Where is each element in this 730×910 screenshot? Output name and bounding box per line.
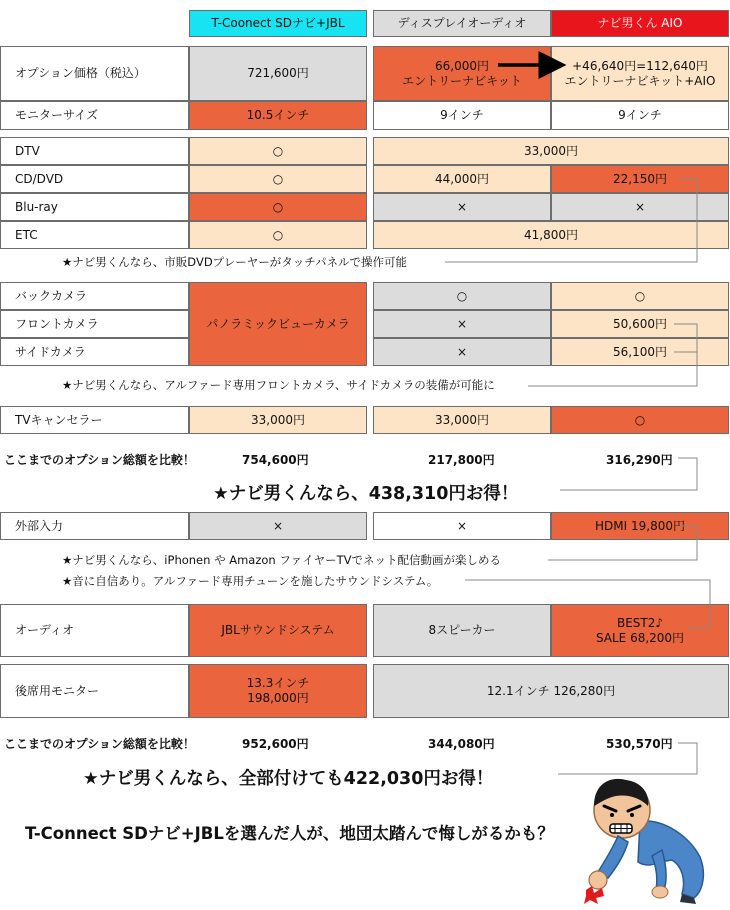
totals1-c1: 754,600円 (242, 453, 309, 467)
cell-dtv-c23: 33,000円 (373, 137, 729, 165)
cell-monitor-c3: 9インチ (551, 101, 729, 130)
cell-tv-canceller-c1: 33,000円 (189, 406, 367, 434)
label-audio: オーディオ (0, 604, 189, 657)
label-option-price: オプション価格（税込） (0, 46, 189, 101)
totals2-c3: 530,570円 (606, 737, 673, 751)
cell-side-camera-c2: × (373, 338, 551, 366)
label-bluray: Blu-ray (0, 193, 189, 221)
label-cddvd: CD/DVD (0, 165, 189, 193)
audio-c3-sale: SALE 68,200円 (595, 630, 685, 645)
cell-dtv-c1: ○ (189, 137, 367, 165)
cell-external-input-c2: × (373, 512, 551, 540)
label-side-camera: サイドカメラ (0, 338, 189, 366)
note-dvd: ★ナビ男くんなら、市販DVDプレーヤーがタッチパネルで操作可能 (62, 255, 408, 269)
label-front-camera: フロントカメラ (0, 310, 189, 338)
highlight1: ★ナビ男くんなら、438,310円お得！ (213, 484, 519, 504)
cell-etc-c23: 41,800円 (373, 221, 729, 249)
highlight2: ★ナビ男くんなら、全部付けても422,030円お得！ (83, 769, 494, 789)
audio-c3-best: BEST2♪ (616, 615, 664, 630)
totals1-c3: 316,290円 (606, 453, 673, 467)
header-tconnect: T-Coonect SDナビ+JBL (189, 10, 367, 37)
label-monitor-size: モニターサイズ (0, 101, 189, 130)
cell-audio-c2: 8スピーカー (373, 604, 551, 657)
cell-audio-c1: JBLサウンドシステム (189, 604, 367, 657)
option-price-c2-price: 66,000円 (435, 58, 489, 73)
cell-back-camera-c3: ○ (551, 282, 729, 310)
cell-side-camera-c3: 56,100円 (551, 338, 729, 366)
label-dtv: DTV (0, 137, 189, 165)
cell-option-price-c2 (373, 46, 551, 101)
cell-monitor-c2: 9インチ (373, 101, 551, 130)
label-external-input: 外部入力 (0, 512, 189, 540)
note-camera: ★ナビ男くんなら、アルファード専用フロントカメラ、サイドカメラの装備が可能に (62, 378, 495, 392)
frustrated-man-illustration (582, 762, 722, 907)
cell-front-camera-c3: 50,600円 (551, 310, 729, 338)
label-back-camera: バックカメラ (0, 282, 189, 310)
cell-option-price-c1: 721,600円 (189, 46, 367, 101)
cell-cddvd-c2: 44,000円 (373, 165, 551, 193)
cell-bluray-c3: × (551, 193, 729, 221)
label-rear-monitor: 後席用モニター (0, 664, 189, 718)
totals1-label: ここまでのオプション総額を比較！ (4, 453, 195, 467)
totals1-c2: 217,800円 (428, 453, 495, 467)
cell-bluray-c1: ○ (189, 193, 367, 221)
note-sound: ★音に自信あり。アルファード専用チューンを施したサウンドシステム。 (62, 574, 439, 588)
rear-monitor-c1-price: 198,000円 (247, 691, 309, 705)
cell-rear-monitor-c23: 12.1インチ 126,280円 (373, 664, 729, 718)
cell-camera-c1: パノラミックビューカメラ (189, 282, 367, 366)
cell-back-camera-c2: ○ (373, 282, 551, 310)
note-iphone: ★ナビ男くんなら、iPhonen や Amazon ファイヤーTVでネット配信動画が楽しめる (62, 553, 502, 567)
option-price-c2-kit: エントリーナビキット (402, 73, 522, 88)
cell-rear-monitor-c1 (189, 664, 367, 718)
option-price-c3-price: +46,640円=112,640円 (572, 58, 708, 73)
label-etc: ETC (0, 221, 189, 249)
cell-front-camera-c2: × (373, 310, 551, 338)
header-display-audio: ディスプレイオーディオ (373, 10, 551, 37)
cell-etc-c1: ○ (189, 221, 367, 249)
closing-remark: T-Connect SDナビ+JBLを選んだ人が、地団太踏んで悔しがるかも？ (25, 824, 554, 843)
label-tv-canceller: TVキャンセラー (0, 406, 189, 434)
cell-cddvd-c1: ○ (189, 165, 367, 193)
header-navi-otoko: ナビ男くん AIO (551, 10, 729, 37)
rear-monitor-c1-size: 13.3インチ (246, 676, 310, 690)
totals2-label: ここまでのオプション総額を比較！ (4, 737, 195, 751)
cell-tv-canceller-c2: 33,000円 (373, 406, 551, 434)
option-price-c3-kit: エントリーナビキット+AIO (564, 73, 716, 88)
cell-external-input-c3: HDMI 19,800円 (551, 512, 729, 540)
cell-external-input-c1: × (189, 512, 367, 540)
cell-audio-c3 (551, 604, 729, 657)
cell-tv-canceller-c3: ○ (551, 406, 729, 434)
cell-option-price-c3 (551, 46, 729, 101)
totals2-c1: 952,600円 (242, 737, 309, 751)
cell-bluray-c2: × (373, 193, 551, 221)
totals2-c2: 344,080円 (428, 737, 495, 751)
cell-monitor-c1: 10.5インチ (189, 101, 367, 130)
cell-cddvd-c3: 22,150円 (551, 165, 729, 193)
